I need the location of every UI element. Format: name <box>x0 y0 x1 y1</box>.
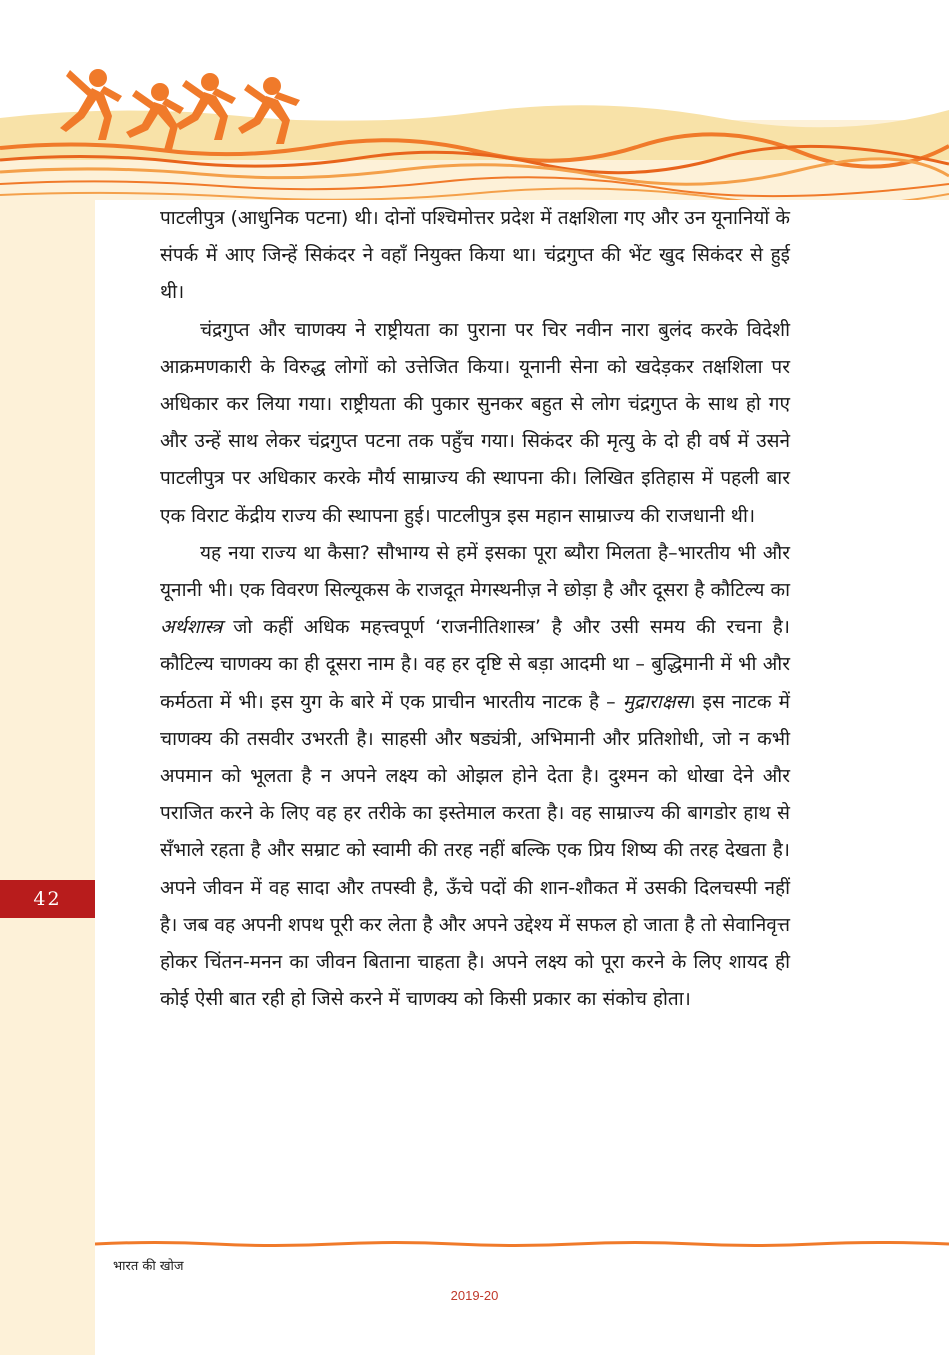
footer-rule <box>95 1240 949 1248</box>
book-title-arthashastra: अर्थशास्त्र <box>160 616 223 639</box>
page-number-badge <box>0 880 95 918</box>
paragraph-3-part-b: जो कहीं अधिक महत्त्वपूर्ण ‘राजनीतिशास्त्र’ है और उसी समय की रचना है। कौटिल्य चाणक्य का ही दूसरा नाम है। वह हर दृष्टि से बड़ा आदमी था – बुद्धिमानी में भी और कर्मठता में भी। इस युग के बारे में एक प्राचीन भारतीय नाटक है – <box>160 616 790 713</box>
book-title-mudrarakshasa: मुद्राराक्षस <box>622 690 689 713</box>
paragraph-3-part-a: यह नया राज्य था कैसा? सौभाग्य से हमें इसका पूरा ब्यौरा मिलता है–भारतीय भी और यूनानी भी। एक विवरण सिल्यूकस के राजदूत मेगस्थनीज़ ने छोड़ा है और दूसरा है कौटिल्य का <box>160 541 790 602</box>
left-margin-strip <box>0 170 95 1355</box>
paragraph-1: पाटलीपुत्र (आधुनिक पटना) थी। दोनों पश्चिमोत्तर प्रदेश में तक्षशिला गए और उन यूनानियों के संपर्क में आए जिन्हें सिकंदर ने वहाँ नियुक्त किया था। चंद्रगुप्त की भेंट खुद सिकंदर से हुई थी। <box>160 207 790 304</box>
header-decoration <box>0 0 949 200</box>
body-text <box>160 200 790 1018</box>
paragraph-2: चंद्रगुप्त और चाणक्य ने राष्ट्रीयता का पुराना पर चिर नवीन नारा बुलंद करके विदेशी आक्रमणकारी के विरुद्ध लोगों को उत्तेजित किया। यूनानी सेना को खदेड़कर तक्षशिला पर अधिकार कर लिया गया। राष्ट्रीयता की पुकार सुनकर बहुत से लोग चंद्रगुप्त के साथ हो गए और उन्हें साथ लेकर चंद्रगुप्त पटना तक पहुँच गया। सिकंदर की मृत्यु के दो ही वर्ष में उसने पाटलीपुत्र पर अधिकार करके मौर्य साम्राज्य की स्थापना की। लिखित इतिहास में पहली बार एक विराट केंद्रीय राज्य की स्थापना हुई। पाटलीपुत्र इस महान साम्राज्य की राजधानी थी। <box>160 318 790 527</box>
page-number: 42 <box>33 888 62 910</box>
footer-book-title: भारत की खोज <box>113 1259 184 1274</box>
running-figures-illustration-icon <box>0 0 949 200</box>
footer-year: 2019-20 <box>450 1288 499 1303</box>
paragraph-3 <box>160 535 790 1019</box>
paragraph-3-part-c: । इस नाटक में चाणक्य की तसवीर उभरती है। साहसी और षड्यंत्री, अभिमानी और प्रतिशोधी, जो न कभी अपमान को भूलता है न अपने लक्ष्य को ओझल होने देता है। दुश्मन को धोखा देने और पराजित करने के लिए वह हर तरीके का इस्तेमाल करता है। वह साम्राज्य की बागडोर हाथ से सँभाले रहता है और सम्राट को स्वामी की तरह नहीं बल्कि एक प्रिय शिष्य की तरह देखता है। अपने जीवन में वह सादा और तपस्वी है, ऊँचे पदों की शान-शौकत में उसकी दिलचस्पी नहीं है। जब वह अपनी शपथ पूरी कर लेता है और अपने उद्देश्य में सफल हो जाता है तो सेवानिवृत्त होकर चिंतन-मनन का जीवन बिताना चाहता है। अपने लक्ष्य को पूरा करने के लिए शायद ही कोई ऐसी बात रही हो जिसे करने में चाणक्य को किसी प्रकार का संकोच होता। <box>160 690 790 1011</box>
